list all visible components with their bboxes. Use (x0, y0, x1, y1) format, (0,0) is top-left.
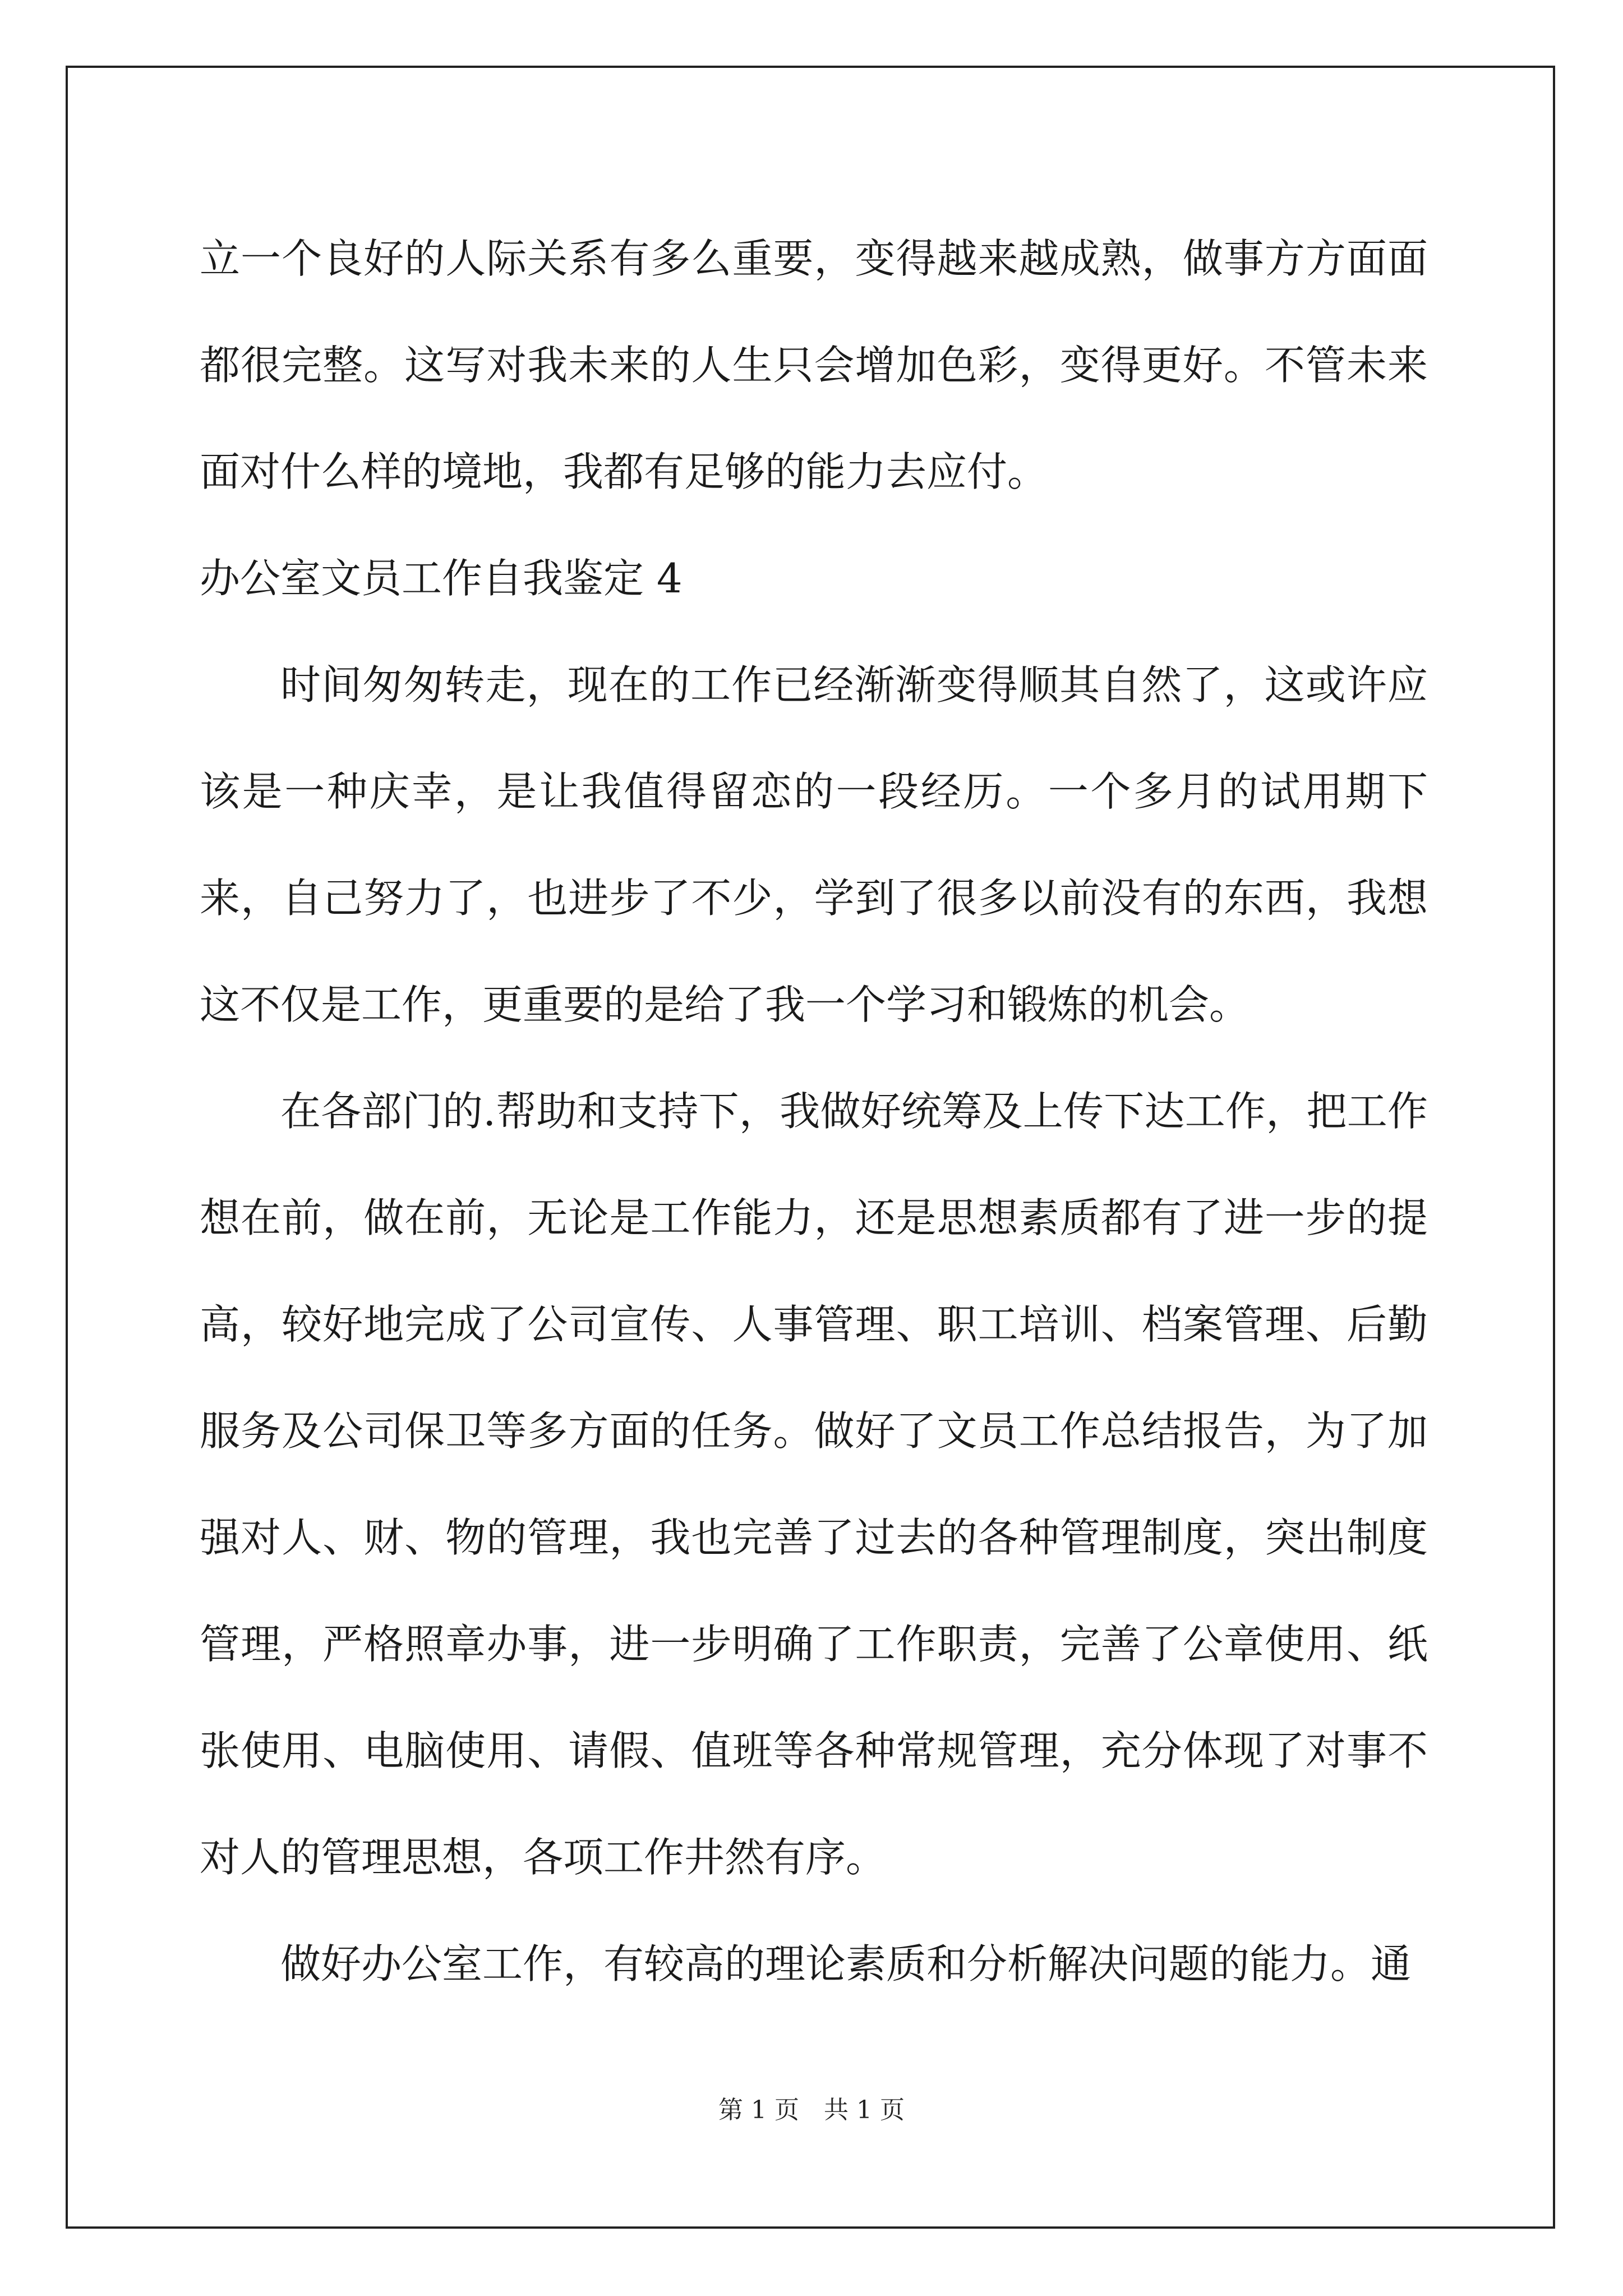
paragraph-continuation: 立一个良好的人际关系有多么重要，变得越来越成熟，做事方方面面都很完整。这写对我未来的人生只会增加色彩，变得更好。不管未来面对什么样的境地，我都有足够的能力去应付。 (200, 235, 1428, 495)
page-footer: 第 1 页 共 1 页 (718, 2096, 905, 2124)
paragraph-office-work: 做好办公室工作，有较高的理论素质和分析解决问题的能力。通 (280, 1940, 1412, 1987)
paragraph-work-summary: 在各部门的.帮助和支持下，我做好统筹及上传下达工作，把工作想在前，做在前，无论是工作能力，还是思想素质都有了进一步的提高，较好地完成了公司宣传、人事管理、职工培训、档案管理、后勤服务及公司保卫等多方面的任务。做好了文员工作总结报告，为了加强对人、财、物的管理，我也完善了过去的各种管理制度，突出制度管理，严格照章办事，进一步明确了工作职责，完善了公章使用、纸张使用、电脑使用、请假、值班等各种常规管理，充分体现了对事不对人的管理思想，各项工作井然有序。 (200, 1088, 1428, 1881)
paragraph-intro: 时间匆匆转走，现在的工作已经渐渐变得顺其自然了，这或许应该是一种庆幸，是让我值得留恋的一段经历。一个多月的试用期下来，自己努力了，也进步了不少，学到了很多以前没有的东西，我想这不仅是工作，更重要的是给了我一个学习和锻炼的机会。 (200, 661, 1428, 1028)
section-heading: 办公室文员工作自我鉴定 4 (200, 555, 683, 602)
document-body (200, 205, 1428, 2017)
